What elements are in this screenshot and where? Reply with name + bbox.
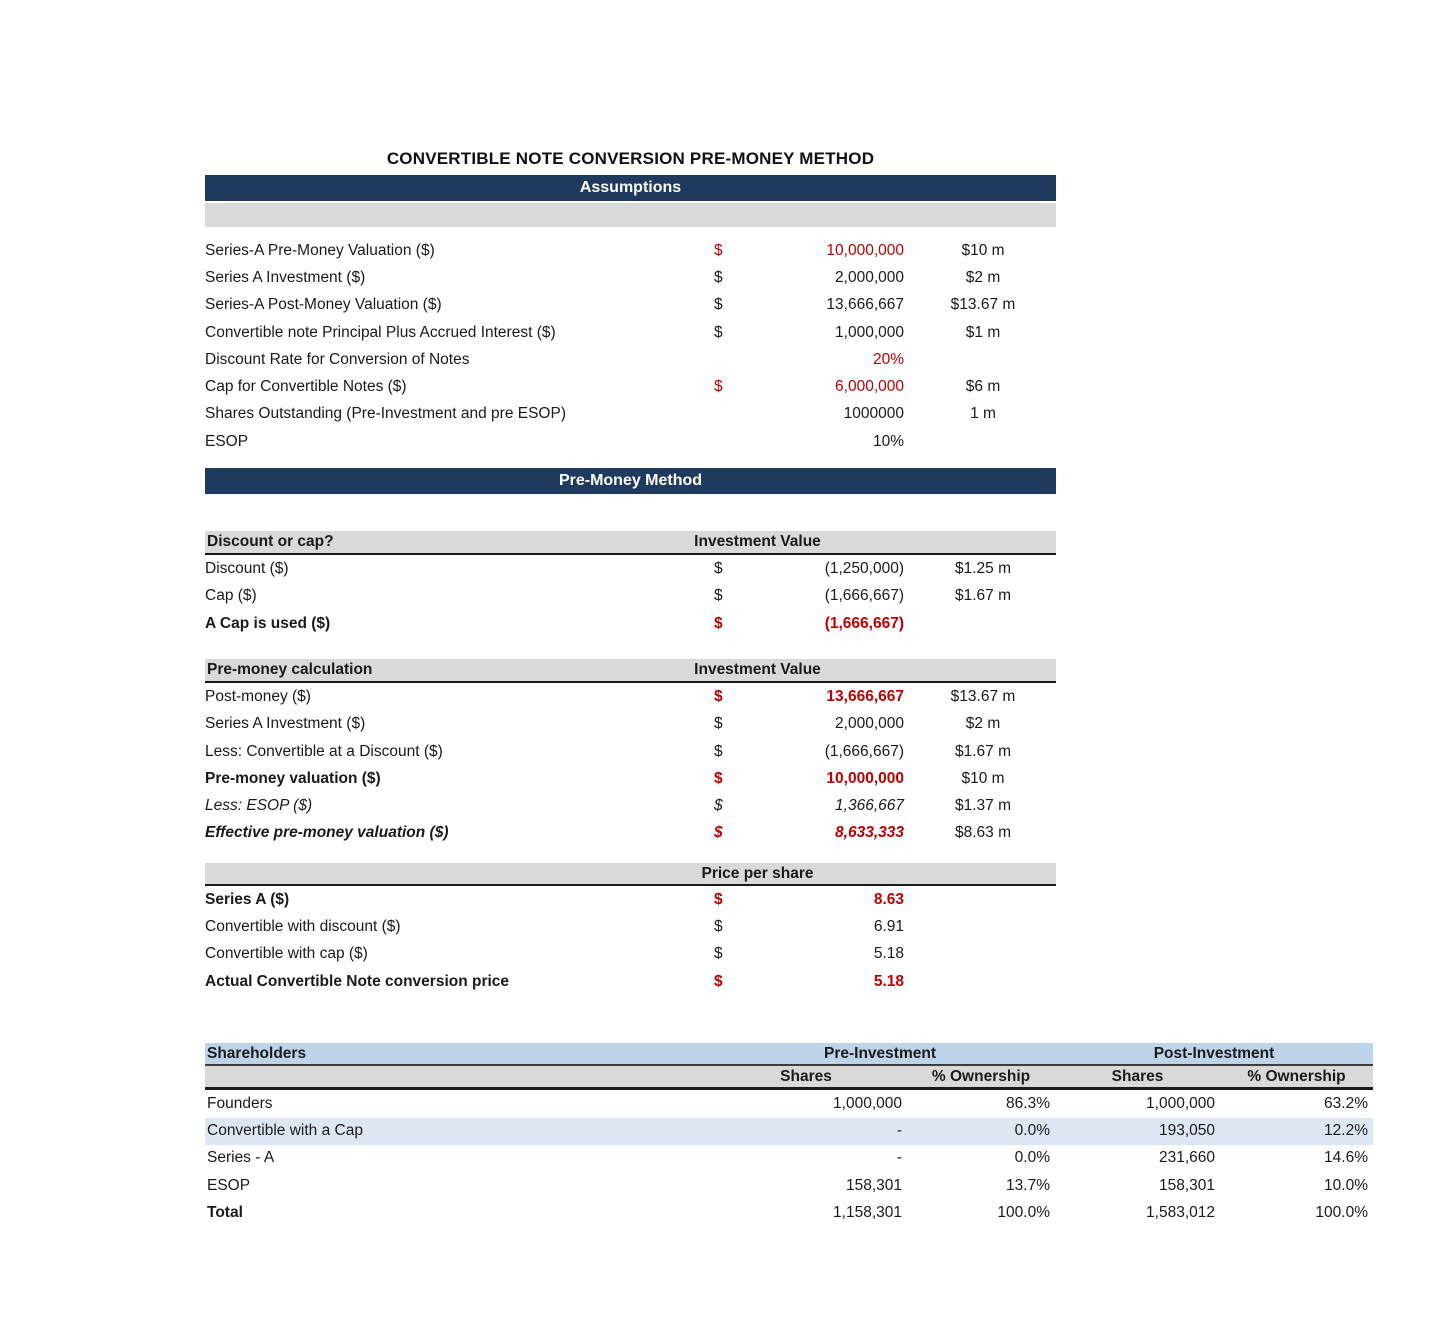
row-label: Post-money ($) — [205, 687, 311, 705]
discount-or-cap-header — [205, 531, 1056, 555]
pre-ownership-column-header: % Ownership — [931, 1067, 1031, 1085]
row-note: $10 m — [961, 769, 1005, 787]
shareholders-title: Shareholders — [207, 1044, 307, 1062]
row-label: Founders — [207, 1094, 273, 1112]
table-row — [205, 264, 1056, 291]
pre-shares-column-header: Shares — [780, 1067, 832, 1085]
pre-ownership-value: 13.7% — [1006, 1176, 1050, 1194]
row-note: $1.25 m — [954, 560, 1011, 578]
pre-money-method-header-bar: Pre-Money Method — [205, 468, 1056, 494]
row-label: Shares Outstanding (Pre-Investment and pre ESOP) — [205, 405, 566, 423]
row-value: 5.18 — [873, 945, 904, 963]
table-row — [205, 711, 1056, 738]
row-label: Total — [207, 1204, 243, 1222]
table-row — [205, 1172, 1373, 1199]
pre-money-calculation-header — [205, 659, 1056, 683]
dollar-sign: $ — [714, 323, 723, 341]
row-label: Series A Investment ($) — [205, 268, 366, 286]
row-value: (1,666,667) — [824, 587, 904, 605]
table-row — [205, 1118, 1373, 1145]
table-row — [205, 941, 1056, 968]
table-row — [205, 428, 1056, 455]
table-row — [205, 792, 1056, 819]
shareholders-column-header — [205, 1066, 1373, 1090]
row-value: 5.18 — [873, 972, 904, 990]
post-ownership-value: 63.2% — [1324, 1094, 1368, 1112]
row-label: Actual Convertible Note conversion price — [205, 972, 510, 990]
row-label: Series-A Pre-Money Valuation ($) — [205, 241, 435, 259]
row-value: 1000000 — [843, 405, 904, 423]
row-note: $13.67 m — [950, 687, 1016, 705]
post-ownership-column-header: % Ownership — [1247, 1067, 1346, 1085]
table-row — [205, 292, 1056, 319]
row-note: $2 m — [965, 268, 1001, 286]
row-note: $8.63 m — [954, 824, 1011, 842]
pre-shares-value: 158,301 — [845, 1176, 902, 1194]
post-shares-value: 1,000,000 — [1146, 1094, 1215, 1112]
assumptions-section — [205, 175, 1056, 995]
pre-ownership-value: 0.0% — [1014, 1122, 1050, 1140]
row-label: Convertible with a Cap — [207, 1122, 363, 1140]
row-value: 2,000,000 — [835, 715, 904, 733]
dollar-sign: $ — [714, 268, 723, 286]
assumptions-rows — [205, 237, 1056, 455]
row-note: $1.37 m — [954, 797, 1011, 815]
table-row — [205, 319, 1056, 346]
dollar-sign: $ — [714, 824, 723, 842]
shareholders-rows — [205, 1090, 1373, 1226]
table-row — [205, 401, 1056, 428]
dollar-sign: $ — [714, 296, 723, 314]
price-rows — [205, 886, 1056, 995]
row-label: ESOP — [205, 432, 249, 450]
row-label: A Cap is used ($) — [205, 614, 331, 632]
row-note: $1.67 m — [954, 742, 1011, 760]
dollar-sign: $ — [714, 769, 723, 787]
post-shares-value: 1,583,012 — [1146, 1204, 1215, 1222]
post-ownership-value: 100.0% — [1315, 1204, 1368, 1222]
row-note: $1.67 m — [954, 587, 1011, 605]
header-investment-value: Investment Value — [694, 533, 821, 551]
row-label: Convertible with cap ($) — [205, 945, 368, 963]
row-note: $13.67 m — [950, 296, 1016, 314]
table-row — [205, 765, 1056, 792]
page-title: CONVERTIBLE NOTE CONVERSION PRE-MONEY METHOD — [386, 149, 875, 168]
post-ownership-value: 14.6% — [1324, 1149, 1368, 1167]
row-label: Convertible with discount ($) — [205, 917, 401, 935]
table-row — [205, 968, 1056, 995]
post-ownership-value: 12.2% — [1324, 1122, 1368, 1140]
shareholders-group-header — [205, 1043, 1373, 1066]
post-ownership-value: 10.0% — [1324, 1176, 1368, 1194]
row-label: Less: Convertible at a Discount ($) — [205, 742, 443, 760]
dollar-sign: $ — [714, 972, 723, 990]
row-label: Pre-money valuation ($) — [205, 769, 381, 787]
row-value: (1,666,667) — [824, 742, 904, 760]
pre-ownership-value: 86.3% — [1006, 1094, 1050, 1112]
row-label: Cap for Convertible Notes ($) — [205, 378, 407, 396]
row-value: 6,000,000 — [835, 378, 904, 396]
assumptions-header-bar: Assumptions — [205, 175, 1056, 201]
price-per-share-header — [205, 863, 1056, 886]
header-investment-value: Investment Value — [694, 661, 821, 679]
dollar-sign: $ — [714, 715, 723, 733]
post-shares-value: 231,660 — [1158, 1149, 1215, 1167]
row-value: (1,666,667) — [824, 614, 904, 632]
row-label: Series-A Post-Money Valuation ($) — [205, 296, 442, 314]
row-note: $1 m — [965, 323, 1001, 341]
row-label: Less: ESOP ($) — [205, 797, 313, 815]
row-label: Cap ($) — [205, 587, 257, 605]
post-shares-value: 193,050 — [1158, 1122, 1215, 1140]
dollar-sign: $ — [714, 797, 723, 815]
pre-ownership-value: 0.0% — [1014, 1149, 1050, 1167]
row-label: Effective pre-money valuation ($) — [205, 824, 449, 842]
header-label: Discount or cap? — [207, 533, 334, 551]
table-row — [205, 886, 1056, 913]
table-row — [205, 237, 1056, 264]
row-value: 13,666,667 — [826, 296, 904, 314]
discount-rows — [205, 555, 1056, 637]
dollar-sign: $ — [714, 917, 723, 935]
table-row — [205, 555, 1056, 582]
row-label: Series A ($) — [205, 890, 290, 908]
row-value: 6.91 — [873, 917, 904, 935]
pre-shares-value: 1,158,301 — [833, 1204, 902, 1222]
row-label: Series A Investment ($) — [205, 715, 366, 733]
table-row — [205, 1199, 1373, 1226]
table-row — [205, 1145, 1373, 1172]
table-row — [205, 820, 1056, 847]
pre-investment-header: Pre-Investment — [824, 1044, 936, 1062]
row-label: Series - A — [207, 1149, 275, 1167]
row-value: 13,666,667 — [826, 687, 904, 705]
table-row — [205, 346, 1056, 373]
table-row — [205, 683, 1056, 710]
assumptions-spacer-band — [205, 203, 1056, 227]
row-label: ESOP — [207, 1176, 251, 1194]
dollar-sign: $ — [714, 378, 723, 396]
pre-ownership-value: 100.0% — [997, 1204, 1050, 1222]
row-value: 1,000,000 — [835, 323, 904, 341]
row-value: 20% — [872, 350, 904, 368]
pre-shares-value: 1,000,000 — [833, 1094, 902, 1112]
row-value: 2,000,000 — [835, 268, 904, 286]
table-row — [205, 610, 1056, 637]
pre-shares-value: - — [896, 1122, 902, 1140]
row-value: 10% — [872, 432, 904, 450]
pre-shares-value: - — [896, 1149, 902, 1167]
row-value: 10,000,000 — [826, 241, 904, 259]
row-label: Discount ($) — [205, 560, 289, 578]
row-value: 8,633,333 — [835, 824, 904, 842]
table-row — [205, 373, 1056, 400]
row-value: 1,366,667 — [835, 797, 904, 815]
post-shares-column-header: Shares — [1111, 1067, 1164, 1085]
dollar-sign: $ — [714, 945, 723, 963]
row-value: 10,000,000 — [826, 769, 904, 787]
header-price-per-share: Price per share — [701, 864, 814, 882]
row-note: $2 m — [965, 715, 1001, 733]
header-label: Pre-money calculation — [207, 661, 373, 679]
dollar-sign: $ — [714, 614, 723, 632]
row-label: Discount Rate for Conversion of Notes — [205, 350, 470, 368]
dollar-sign: $ — [714, 742, 723, 760]
row-value: (1,250,000) — [824, 560, 904, 578]
table-row — [205, 1090, 1373, 1117]
row-value: 8.63 — [873, 890, 904, 908]
post-investment-header: Post-Investment — [1153, 1044, 1275, 1062]
row-note: $10 m — [961, 241, 1005, 259]
row-note: $6 m — [965, 378, 1001, 396]
shareholders-section — [205, 1043, 1373, 1226]
post-shares-value: 158,301 — [1158, 1176, 1215, 1194]
dollar-sign: $ — [714, 890, 723, 908]
row-note: 1 m — [970, 405, 996, 423]
table-row — [205, 738, 1056, 765]
table-row — [205, 913, 1056, 940]
table-row — [205, 583, 1056, 610]
row-label: Convertible note Principal Plus Accrued Interest ($) — [205, 323, 556, 341]
dollar-sign: $ — [714, 687, 723, 705]
premoney-rows — [205, 683, 1056, 847]
dollar-sign: $ — [714, 560, 723, 578]
dollar-sign: $ — [714, 241, 723, 259]
dollar-sign: $ — [714, 587, 723, 605]
